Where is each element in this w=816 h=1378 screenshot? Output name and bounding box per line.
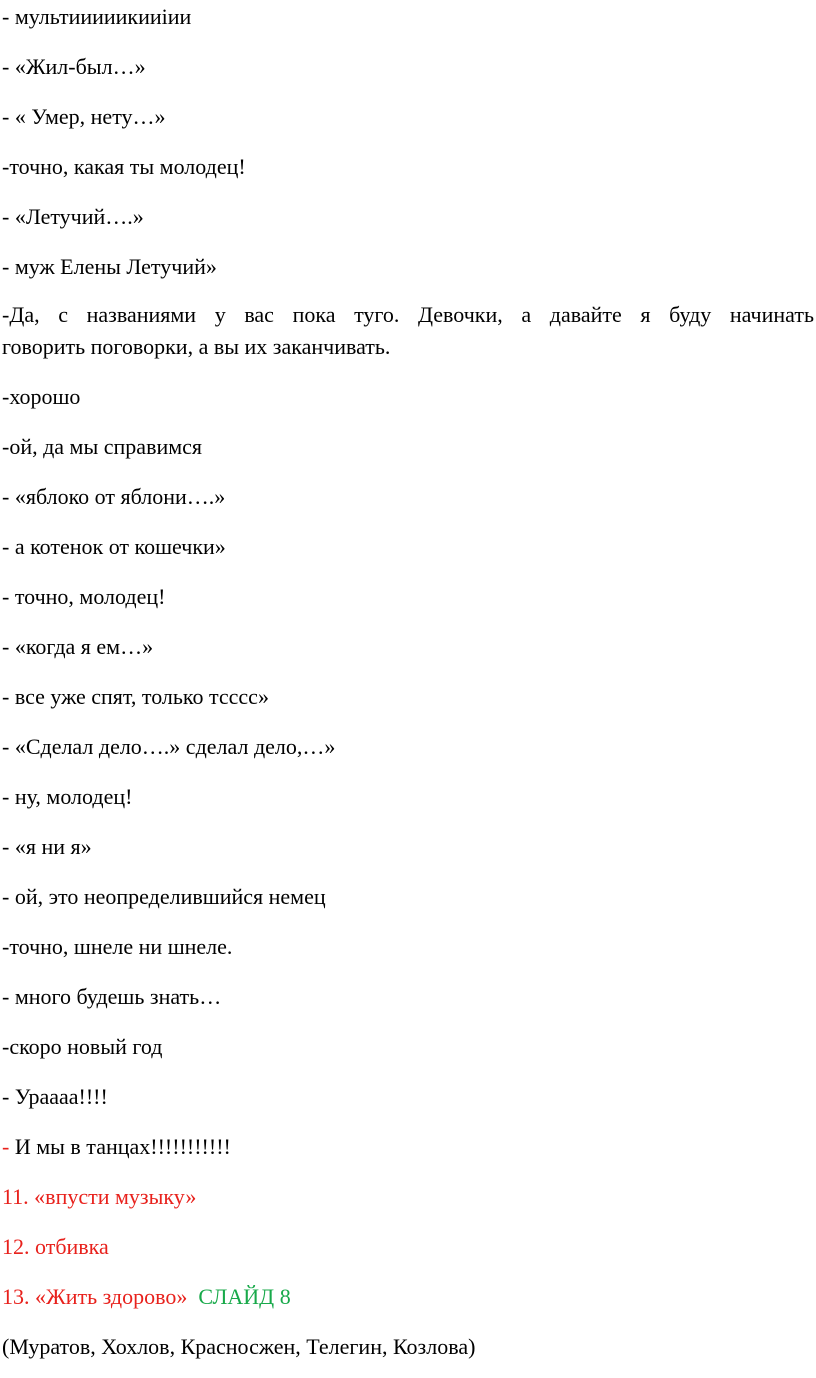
dialogue-line: -хорошо bbox=[2, 384, 81, 409]
dialogue-line: - мультииииикииiии bbox=[2, 4, 192, 29]
dialogue-paragraph bbox=[2, 299, 814, 363]
dialogue-line: - «Сделал дело….» сделал дело,…» bbox=[2, 734, 336, 759]
dance-text: И мы в танцах!!!!!!!!!!! bbox=[9, 1134, 231, 1159]
numbered-cue-13 bbox=[2, 1284, 291, 1310]
dialogue-line: -точно, шнеле ни шнеле. bbox=[2, 934, 233, 959]
dialogue-line: - Ураааа!!!! bbox=[2, 1084, 108, 1109]
dialogue-line: -точно, какая ты молодец! bbox=[2, 154, 246, 179]
dialogue-line: -ой, да мы справимся bbox=[2, 434, 203, 459]
dance-line bbox=[2, 1134, 231, 1160]
dialogue-line: - муж Елены Летучий» bbox=[2, 254, 217, 279]
dialogue-line: - «я ни я» bbox=[2, 834, 92, 859]
dialogue-line: - « Умер, нету…» bbox=[2, 104, 166, 129]
dialogue-line: - «яблоко от яблони….» bbox=[2, 484, 226, 509]
dialogue-line: -скоро новый год bbox=[2, 1034, 163, 1059]
cast-list: (Муратов, Хохлов, Красносжен, Телегин, Козлова) bbox=[2, 1334, 476, 1359]
dance-dash: - bbox=[2, 1134, 10, 1159]
numbered-cue: 11. «впусти музыку» bbox=[2, 1184, 197, 1209]
cue-13-text: 13. «Жить здорово» bbox=[2, 1284, 188, 1309]
dialogue-line: - а котенок от кошечки» bbox=[2, 534, 226, 559]
dialogue-line: - «Летучий….» bbox=[2, 204, 144, 229]
dialogue-line: - «когда я ем…» bbox=[2, 634, 154, 659]
numbered-cue: 12. отбивка bbox=[2, 1234, 109, 1259]
paragraph-line: говорить поговорки, а вы их заканчивать. bbox=[2, 334, 391, 359]
dialogue-line: - все уже спят, только тсссс» bbox=[2, 684, 269, 709]
dialogue-line: - точно, молодец! bbox=[2, 584, 166, 609]
dialogue-line: - ну, молодец! bbox=[2, 784, 133, 809]
slide-label: СЛАЙД 8 bbox=[198, 1284, 291, 1309]
paragraph-line: -Да, с названиями у вас пока туго. Девочки, а давайте я буду начинать bbox=[2, 302, 814, 327]
dialogue-line: - «Жил-был…» bbox=[2, 54, 146, 79]
dialogue-line: - ой, это неопределившийся немец bbox=[2, 884, 326, 909]
dialogue-line: - много будешь знать… bbox=[2, 984, 222, 1009]
